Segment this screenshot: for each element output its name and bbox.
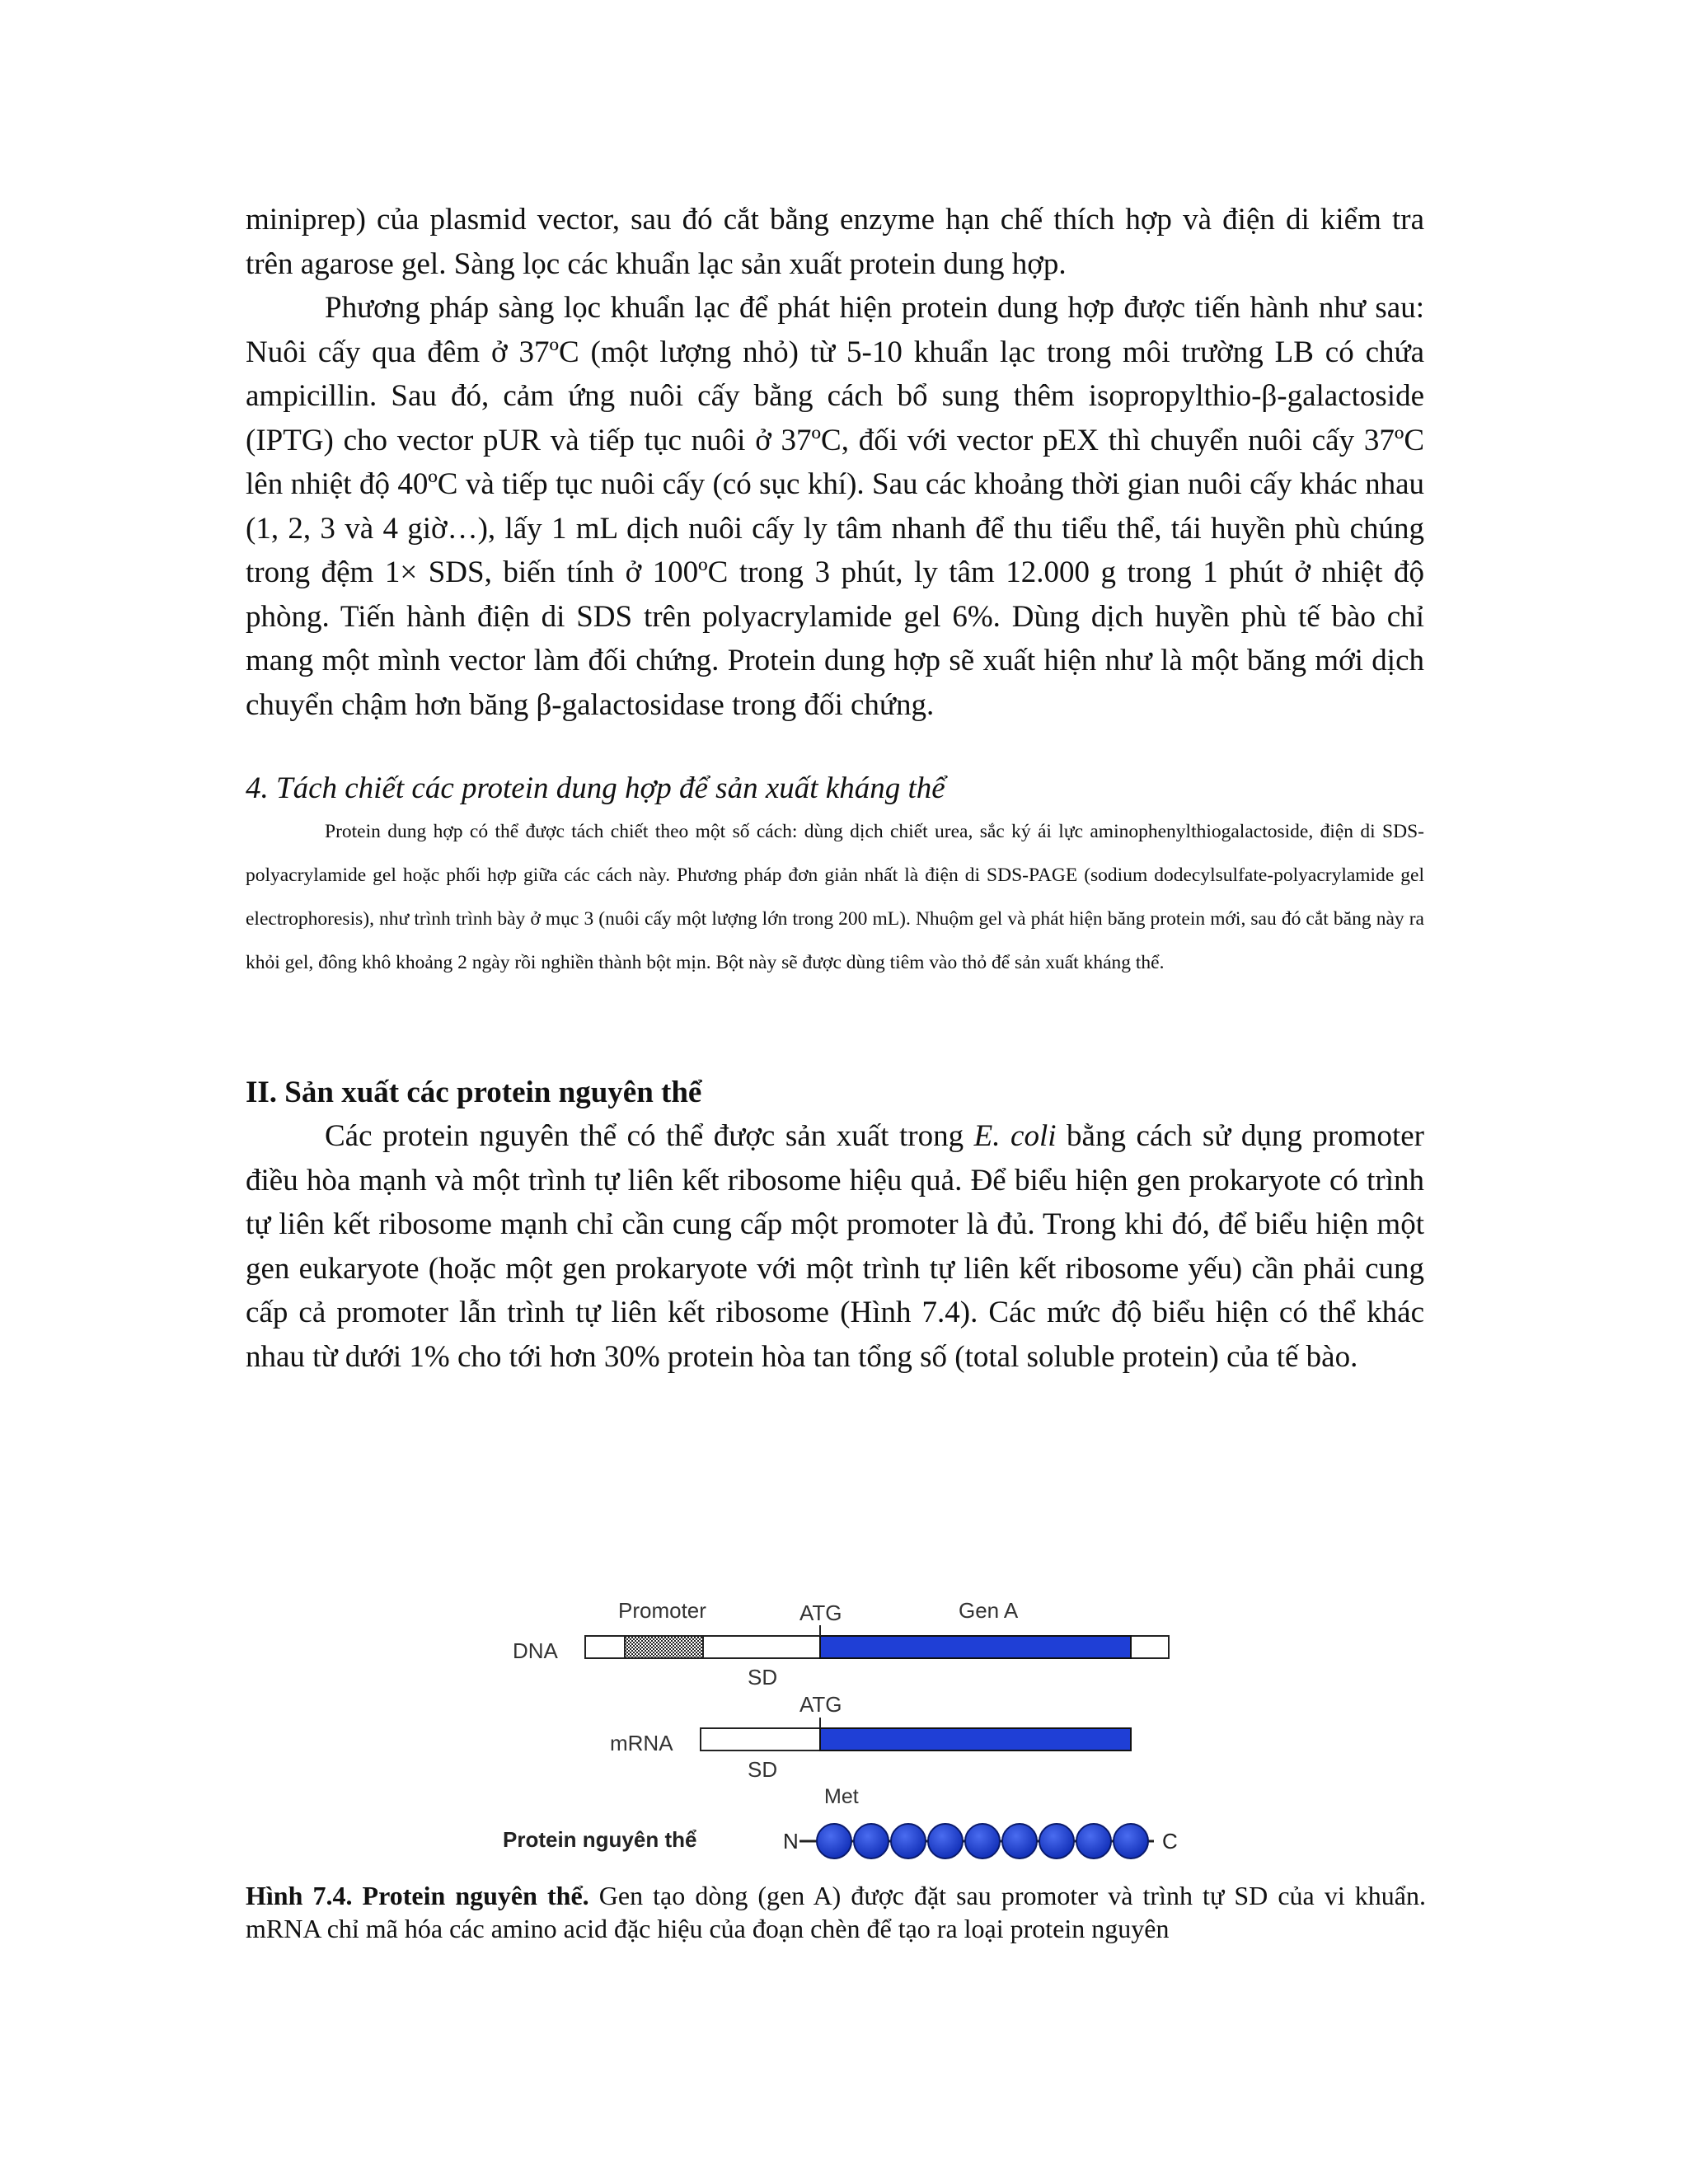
heading-section-4: 4. Tách chiết các protein dung hợp để sản xuất kháng thể	[246, 771, 945, 805]
figure-caption	[246, 1879, 1426, 1945]
figure-7-4-diagram	[503, 1601, 1195, 1872]
amino-acid-bead	[1114, 1824, 1148, 1858]
heading-section-ii: II. Sản xuất các protein nguyên thể	[246, 1076, 702, 1109]
gene-a-region-dna	[820, 1636, 1131, 1658]
paragraph-3: Protein dung hợp có thể được tách chiết theo một số cách: dùng dịch chiết urea, sắc ký ái lực aminophenylthiogalactoside, điện di SDS-polyacrylamide gel hoặc phối hợp giữa các cách này. Phương pháp đơn giản nhất là điện di SDS-PAGE (sodium dodecylsulfate-polyacrylamide gel electrophoresis), như trình trình bày ở mục 3 (nuôi cấy một lượng lớn trong 200 mL). Nhuộm gel và phát hiện băng protein mới, sau đó cắt băng này ra khỏi gel, đông khô khoảng 2 ngày rồi nghiền thành bột mịn. Bột này sẽ được dùng tiêm vào thỏ để sản xuất kháng thể.	[246, 821, 1424, 973]
n-terminus-label: N	[783, 1829, 799, 1854]
sd-label-mrna: SD	[748, 1757, 778, 1782]
amino-acid-bead	[854, 1824, 889, 1858]
amino-acid-bead	[1002, 1824, 1037, 1858]
amino-acid-bead	[1076, 1824, 1111, 1858]
promoter-label: Promoter	[618, 1601, 706, 1623]
c-terminus-label: C	[1162, 1829, 1178, 1854]
mrna-label: mRNA	[610, 1731, 673, 1755]
met-label: Met	[824, 1785, 859, 1808]
amino-acid-bead	[928, 1824, 963, 1858]
amino-acid-bead	[817, 1824, 851, 1858]
protein-label: Protein nguyên thể	[503, 1827, 697, 1852]
gene-a-region-mrna	[820, 1728, 1131, 1750]
promoter-region	[625, 1636, 703, 1658]
paragraph-4-part-a: Các protein nguyên thể có thể được sản xuất trong	[325, 1119, 974, 1153]
caption-body: Gen tạo dòng (gen A) được đặt sau promoter và trình tự SD của vi khuẩn. mRNA chỉ mã hóa các amino acid đặc hiệu của đoạn chèn để tạo ra loại protein nguyên	[246, 1881, 1427, 1943]
paragraph-1: miniprep) của plasmid vector, sau đó cắt bằng enzyme hạn chế thích hợp và điện di kiểm tra trên agarose gel. Sàng lọc các khuẩn lạc sản xuất protein dung hợp.	[246, 203, 1424, 281]
paragraph-4	[246, 1114, 1424, 1379]
amino-acid-bead	[891, 1824, 926, 1858]
document-page	[246, 198, 1424, 1379]
dna-label: DNA	[513, 1638, 558, 1663]
amino-acid-bead	[965, 1824, 1000, 1858]
diagram-svg	[503, 1601, 1195, 1872]
sd-label-dna: SD	[748, 1665, 778, 1690]
amino-acid-chain	[817, 1824, 1148, 1858]
gen-a-label: Gen A	[959, 1601, 1019, 1623]
caption-title: Hình 7.4. Protein nguyên thể.	[246, 1881, 589, 1910]
atg-label-mrna: ATG	[799, 1692, 842, 1717]
paragraph-2: Phương pháp sàng lọc khuẩn lạc để phát hiện protein dung hợp được tiến hành như sau: Nuôi cấy qua đêm ở 37ºC (một lượng nhỏ) từ 5-10 khuẩn lạc trong môi trường LB có chứa ampicillin. Sau đó, cảm ứng nuôi cấy bằng cách bổ sung thêm isopropylthio-β-galactoside (IPTG) cho vector pUR và tiếp tục nuôi ở 37ºC, đối với vector pEX thì chuyển nuôi cấy 37ºC lên nhiệt độ 40ºC và tiếp tục nuôi cấy (có sục khí). Sau các khoảng thời gian nuôi cấy khác nhau (1, 2, 3 và 4 giờ…), lấy 1 mL dịch nuôi cấy ly tâm nhanh để thu tiểu thể, tái huyền phù chúng trong đệm 1× SDS, biến tính ở 100ºC trong 3 phút, ly tâm 12.000 g trong 1 phút ở nhiệt độ phòng. Tiến hành điện di SDS trên polyacrylamide gel 6%. Dùng dịch huyền phù tế bào chỉ mang một mình vector làm đối chứng. Protein dung hợp sẽ xuất hiện như là một băng mới dịch chuyển chậm hơn băng β-galactosidase trong đối chứng.	[246, 291, 1424, 722]
caption-text	[246, 1879, 1426, 1945]
species-name: E. coli	[973, 1119, 1057, 1153]
paragraph-4-part-b: bằng cách sử dụng promoter điều hòa mạnh và một trình tự liên kết ribosome hiệu quả. Để biểu hiện gen prokaryote có trình tự liên kết ribosome mạnh chỉ cần cung cấp một promoter là đủ. Trong khi đó, để biểu hiện một gen eukaryote (hoặc một gen prokaryote với một trình tự liên kết ribosome yếu) cần phải cung cấp cả promoter lẫn trình tự liên kết ribosome (Hình 7.4). Các mức độ biểu hiện có thể khác nhau từ dưới 1% cho tới hơn 30% protein hòa tan tổng số (total soluble protein) của tế bào.	[246, 1119, 1424, 1374]
atg-label-dna: ATG	[799, 1601, 842, 1625]
amino-acid-bead	[1039, 1824, 1074, 1858]
